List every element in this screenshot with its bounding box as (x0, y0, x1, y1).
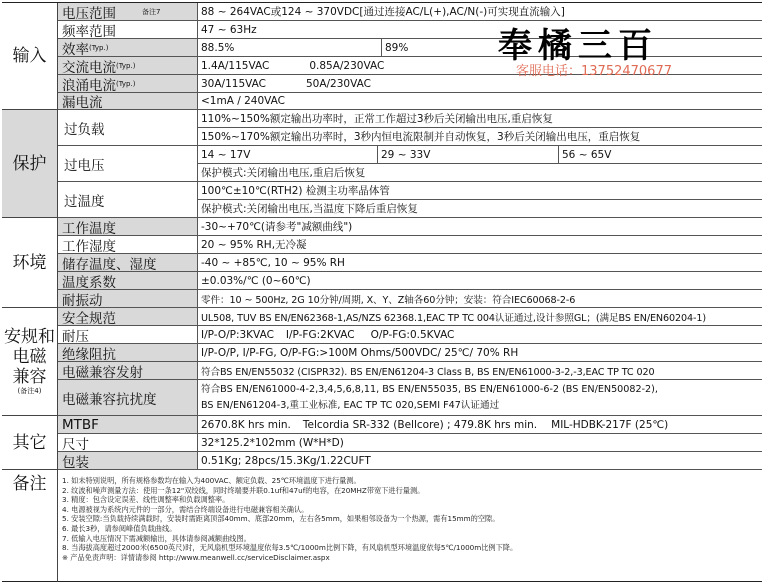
value-voltage-range: 88 ~ 264VAC或124 ~ 370VDC[通过连接AC/L(+),AC/N(-)可实现直流输入] (201, 6, 565, 18)
row-emc-emission (58, 362, 762, 380)
label-work-temp: 工作温度 (58, 218, 198, 235)
category-protection-label: 保护 (12, 153, 47, 174)
overvoltage-v3: 56 ~ 65V (562, 148, 612, 161)
category-remarks-label: 备注 (12, 474, 47, 494)
row-vibration (58, 290, 762, 308)
efficiency-label: 效率 (62, 41, 89, 58)
label-mtbf: MTBF (58, 416, 198, 433)
value-safety-standards: UL508, TUV BS EN/EN62368-1,AS/NZS 62368.1,EAC TP TC 004认证通过,设计参照GL；(满足BS EN/EN60204-1) (201, 312, 707, 324)
label-isolation: 绝缘阻抗 (58, 344, 198, 361)
value-freq-range: 47 ~ 63Hz (201, 23, 257, 36)
label-overload: 过负载 (58, 110, 198, 146)
value-emc-emission: 符合BS EN/EN55032 (CISPR32). BS EN/EN61204-3 Class B, BS EN/EN61000-3-2,-3,EAC TP TC 020 (201, 366, 655, 378)
overvoltage-values (198, 146, 762, 164)
category-environment (2, 218, 58, 308)
overtemp-line-1: 100℃±10℃(RTH2) 检测主功率晶体管 (198, 182, 762, 200)
watermark-brand: 奉橘三百 (498, 26, 658, 66)
row-temp-coeff (58, 272, 762, 290)
overload-line-1: 110%~150%额定输出功率时，正常工作超过3秒后关闭输出电压,重启恢复 (198, 110, 762, 128)
voltage-range-note: 备注7 (142, 7, 161, 16)
category-safety-line-3: 兼容 (12, 367, 47, 387)
emc-immunity-line-2: BS EN/EN61204-3,重工业标准, EAC TP TC 020,SEMI F47认证通过 (201, 399, 500, 411)
category-safety-line-1: 安规和 (4, 327, 55, 347)
row-isolation (58, 344, 762, 362)
row-leakage (58, 93, 762, 110)
remark-2: 2. 纹波和噪声测量方法：使用一条12"双绞线，同时终端要并联0.1uf和47uf的电容，在20MHZ带宽下进行量测。 (62, 485, 425, 495)
category-others (2, 416, 58, 470)
efficiency-values (198, 39, 762, 56)
remark-3: 3. 精度：包含设定误差、线性调整率和负载调整率。 (62, 495, 230, 505)
category-remarks (2, 470, 58, 582)
withstand-c: O/P-FG:0.5KVAC (370, 328, 455, 341)
value-isolation: I/P-O/P, I/P-FG, O/P-FG:>100M Ohms/500VDC/ 25℃/ 70% RH (201, 346, 519, 359)
overvoltage-v2: 29 ~ 33V (378, 146, 559, 163)
ac-current-label: 交流电流 (62, 59, 116, 76)
label-emc-immunity: 电磁兼容抗扰度 (58, 380, 198, 415)
label-safety-standards: 安全规范 (58, 308, 198, 325)
remark-7: 7. 低输入电压情况下需减额输出，具体请参阅减额曲线图。 (62, 533, 251, 543)
label-freq-range: 频率范围 (58, 21, 198, 38)
row-work-humidity (58, 236, 762, 254)
value-vibration: 零件：10 ~ 500Hz, 2G 10分钟/周期, X、Y、Z轴各60分钟；安装：符合IEC60068-2-6 (201, 294, 576, 306)
value-packing: 0.51Kg; 28pcs/15.3Kg/1.22CUFT (201, 454, 371, 467)
label-efficiency (58, 39, 198, 56)
row-packing (58, 452, 762, 470)
category-safety-emc (2, 308, 58, 416)
value-leakage: <1mA / 240VAC (201, 95, 285, 107)
overvoltage-v1: 14 ~ 17V (198, 146, 378, 163)
label-leakage: 漏电流 (58, 93, 198, 109)
inrush-b: 50A/230VAC (305, 77, 371, 90)
category-input-label: 输入 (12, 46, 47, 66)
row-dimension (58, 434, 762, 452)
efficiency-value-b: 89% (385, 41, 409, 54)
row-storage (58, 254, 762, 272)
mtbf-c: MIL-HDBK-217F (25℃) (551, 418, 669, 431)
label-inrush (58, 75, 198, 92)
overvoltage-mode: 保护模式:关闭输出电压,重启后恢复 (198, 164, 762, 182)
efficiency-value-a: 88.5% (198, 39, 382, 56)
value-ac-current (198, 57, 762, 74)
label-vibration: 耐振动 (58, 290, 198, 307)
label-overtemp: 过温度 (58, 182, 198, 218)
value-work-humidity: 20 ~ 95% RH,无冷凝 (201, 239, 307, 251)
label-voltage-range (58, 3, 198, 20)
remark-1: 1. 如未特别说明，所有规格参数均在输入为400VAC、额定负载、25℃环境温度下进行量测。 (62, 476, 361, 485)
overvoltage-split (198, 146, 762, 163)
label-storage: 储存温度、湿度 (58, 254, 198, 271)
overtemp-line-2: 保护模式:关闭输出电压,当温度下降后重启恢复 (198, 200, 762, 218)
label-emc-emission: 电磁兼容发射 (58, 362, 198, 379)
label-withstand: 耐压 (58, 326, 198, 343)
label-dimension: 尺寸 (58, 434, 198, 451)
inrush-tag: (Typ.) (116, 79, 136, 88)
category-safety-note: (备注4) (17, 387, 42, 395)
value-temp-coeff: ±0.03%/℃ (0~60℃) (201, 274, 311, 287)
withstand-a: I/P-O/P:3KVAC (201, 328, 274, 341)
spec-sheet (2, 2, 762, 582)
efficiency-tag: (Typ.) (89, 43, 109, 52)
ac-current-tag: (Typ.) (116, 61, 136, 70)
mtbf-a: 2670.8K hrs min. (201, 418, 291, 431)
label-ac-current (58, 57, 198, 74)
ac-current-b: 0.85A/230VAC (309, 59, 385, 72)
value-dimension: 32*125.2*102mm (W*H*D) (201, 436, 344, 449)
category-protection (2, 110, 58, 218)
remark-6: 6. 最长3秒，请参阅峰值负载曲线。 (62, 523, 177, 533)
emc-immunity-line-1: 符合BS EN/EN61000-4-2,3,4,5,6,8,11, BS EN/EN55035, BS EN/EN61000-6-2 (BS EN/EN50082-2), (201, 383, 658, 395)
value-work-temp: -30~+70℃(请参考"减额曲线") (201, 221, 353, 233)
remark-disclaimer: ※ 产品免责声明：详情请参阅 http://www.meanwell.cc/serviceDisclaimer.aspx (62, 552, 330, 562)
category-others-label: 其它 (12, 432, 47, 453)
watermark-contact: 客服电话：13752470677 (516, 64, 672, 79)
remark-4: 4. 电源被视为系统内元件的一部分，需结合终端设备进行电磁兼容相关确认。 (62, 504, 309, 514)
value-inrush (198, 75, 762, 92)
row-mtbf (58, 416, 762, 434)
ac-current-a: 1.4A/115VAC (201, 59, 270, 72)
row-emc-immunity (58, 380, 762, 416)
value-withstand (198, 326, 762, 343)
remarks-list (58, 474, 762, 582)
value-emc-immunity (198, 380, 762, 415)
category-safety-line-2: 电磁 (12, 347, 47, 367)
label-overvoltage: 过电压 (58, 146, 198, 182)
withstand-b: I/P-FG:2KVAC (285, 328, 355, 341)
label-temp-coeff: 温度系数 (58, 272, 198, 289)
label-work-humidity: 工作湿度 (58, 236, 198, 253)
inrush-label: 浪涌电流 (62, 77, 116, 94)
row-withstand (58, 326, 762, 344)
mtbf-b: Telcordia SR-332 (Bellcore) ; 479.8K hrs min. (302, 418, 538, 431)
remark-8: 8. 当海拔高度超过2000米(6500英尺)时，无风扇机型环境温度依每3.5℃/1000m比例下降，有风扇机型环境温度依每5℃/1000m比例下降。 (62, 543, 518, 553)
value-storage: -40 ~ +85℃, 10 ~ 95% RH (201, 256, 345, 269)
overload-line-2: 150%~170%额定输出功率时，3秒内恒电流限制并自动恢复，3秒后关闭输出电压，重启恢复 (198, 128, 762, 146)
value-mtbf (198, 416, 762, 433)
row-safety-standards (58, 308, 762, 326)
label-packing: 包装 (58, 452, 198, 469)
category-input (2, 3, 58, 110)
voltage-range-label: 电压范围 (62, 5, 116, 22)
remark-5: 5. 安装空隙:当负载持续满载时，安装时需距离顶部40mm、底部20mm，左右各5mm，如果相邻设备为一个热源，需有15mm的空隙。 (62, 514, 500, 524)
category-environment-label: 环境 (12, 252, 47, 273)
row-work-temp (58, 218, 762, 236)
inrush-a: 30A/115VAC (201, 77, 266, 90)
